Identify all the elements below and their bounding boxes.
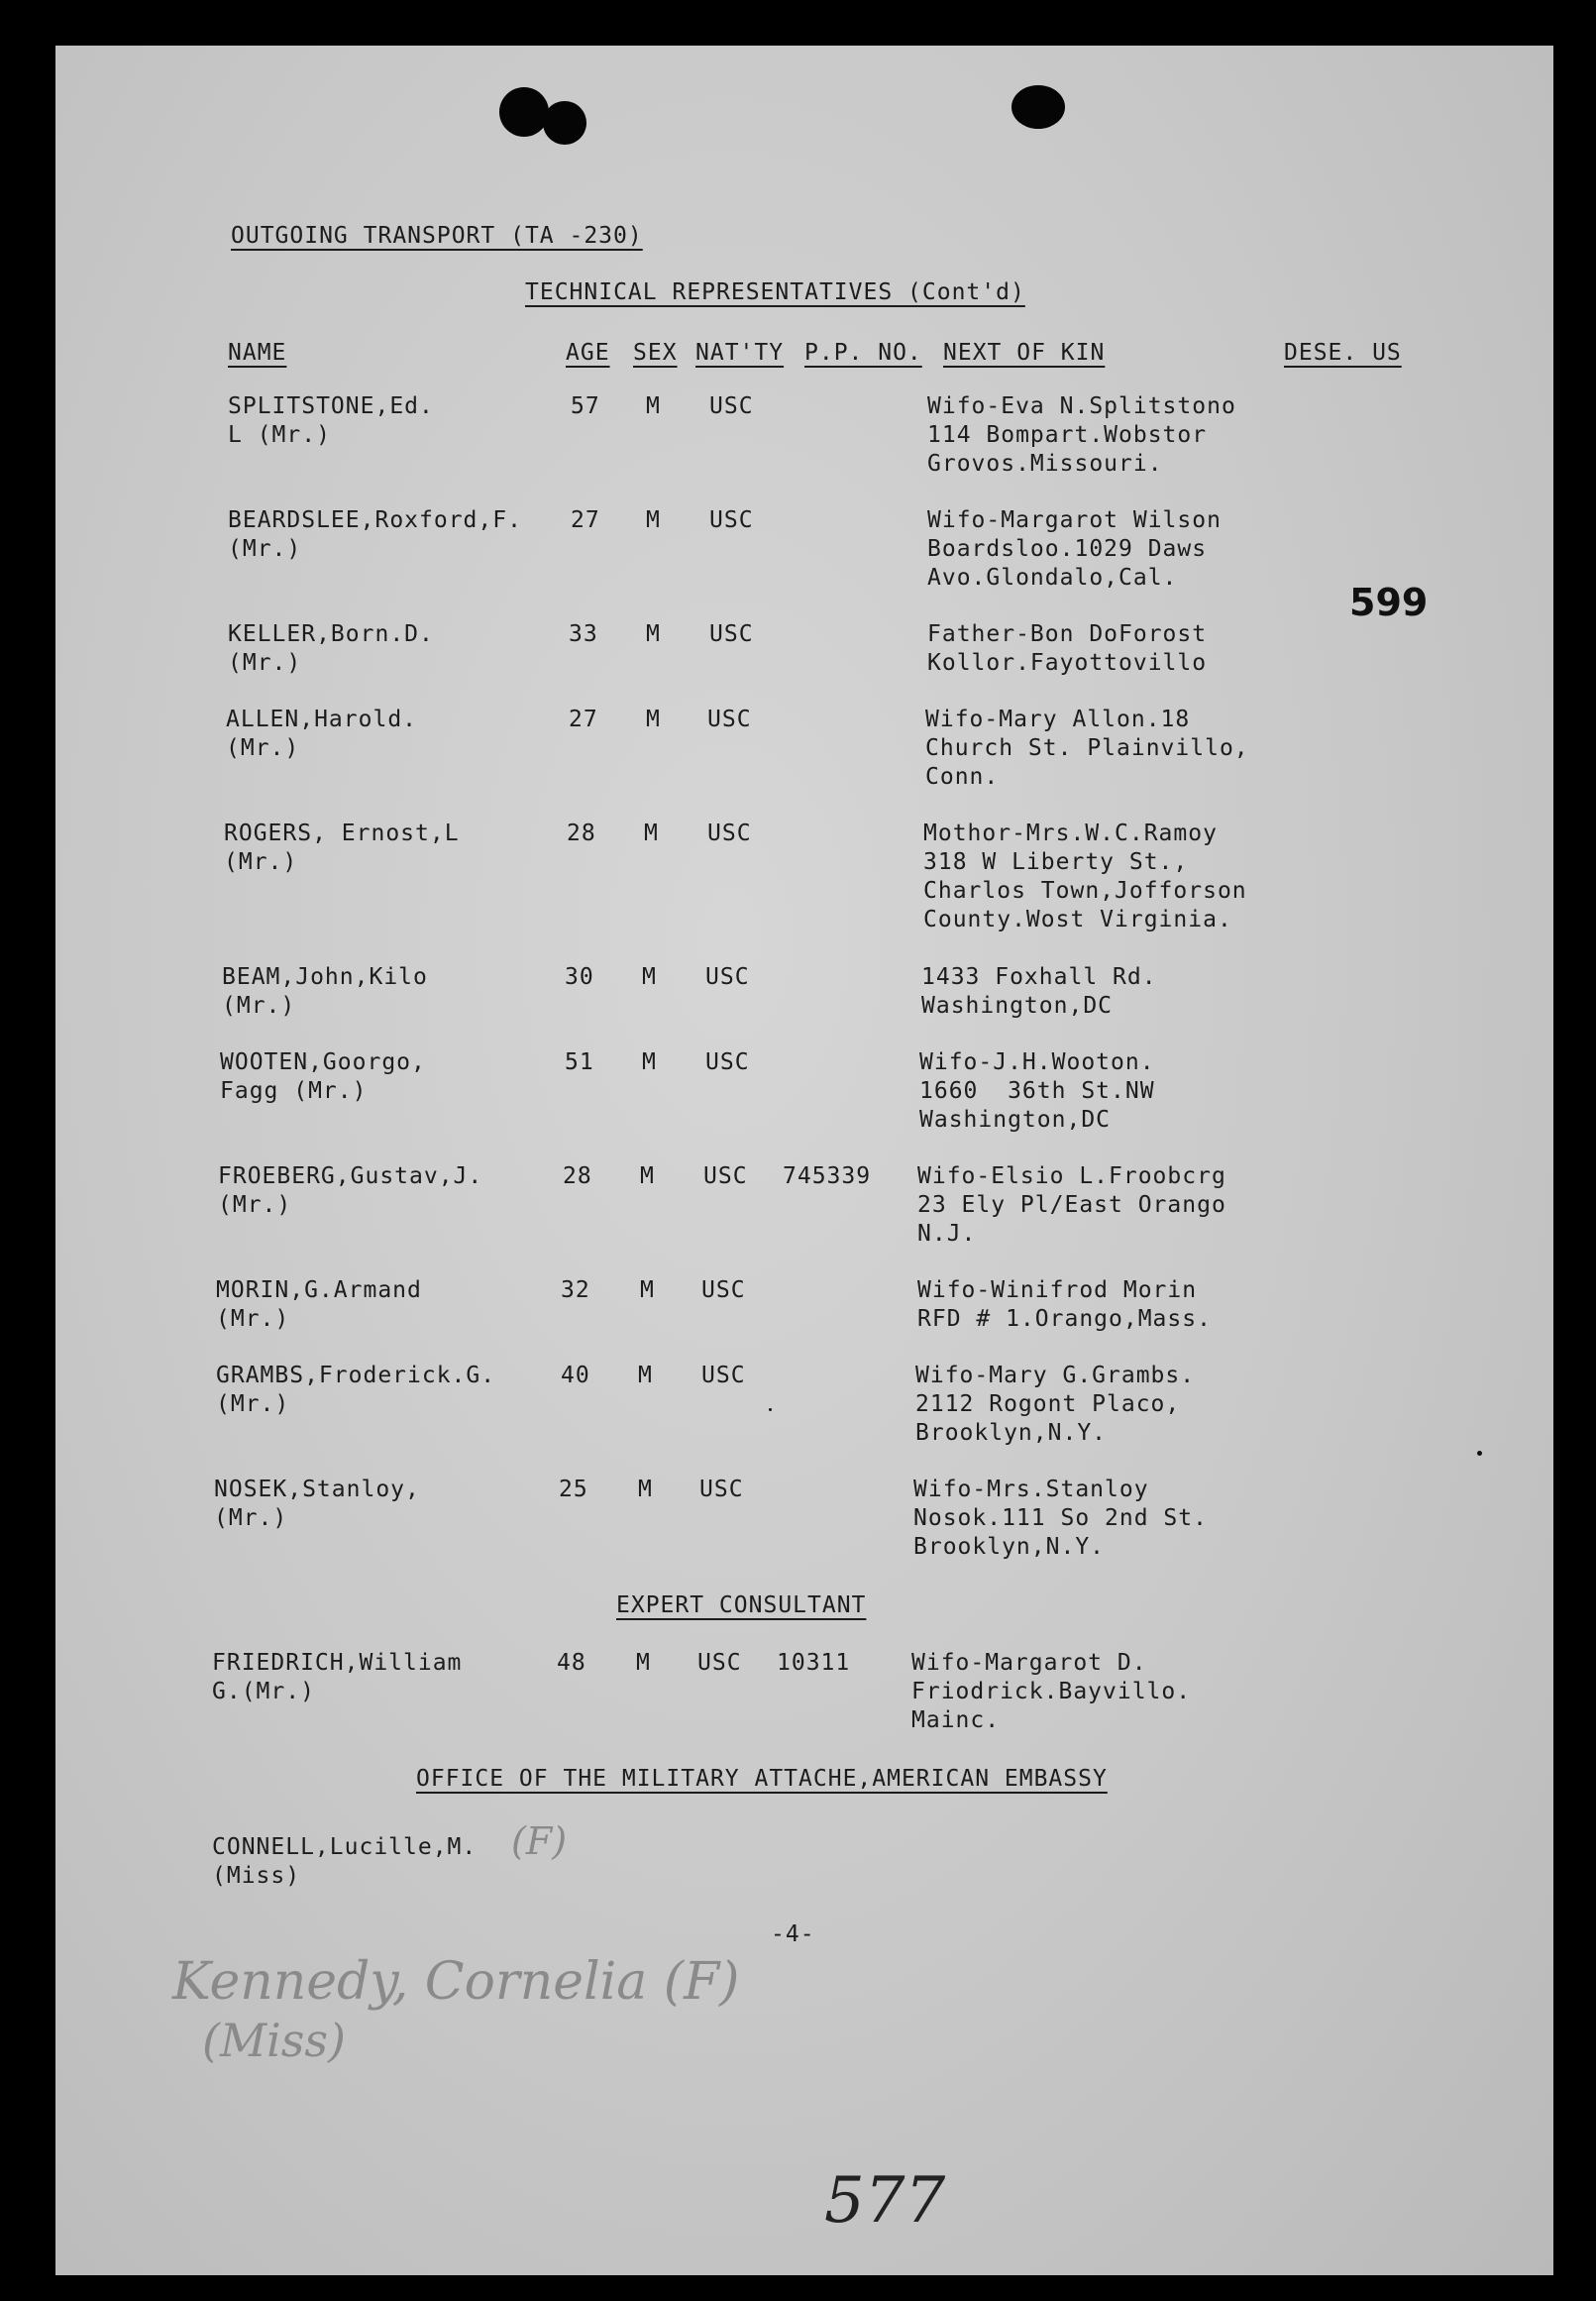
row-name-line: MORIN,G.Armand xyxy=(216,1277,422,1303)
row-kin-line: Washington,DC xyxy=(919,1107,1112,1133)
row-sex: M xyxy=(636,1650,651,1676)
row-name-line: ALLEN,Harold. xyxy=(226,707,418,732)
row-kin-line: Church St. Plainvillo, xyxy=(925,735,1249,761)
row-name-line: ROGERS, Ernost,L xyxy=(224,821,460,846)
row-age: 32 xyxy=(561,1277,590,1303)
row-nationality: USC xyxy=(699,1477,744,1502)
row-kin-line: Mainc. xyxy=(911,1707,1001,1733)
row-nationality: USC xyxy=(709,507,754,533)
row-kin-line: Brooklyn,N.Y. xyxy=(915,1420,1108,1446)
row-sex: M xyxy=(638,1363,653,1388)
row-sex: M xyxy=(646,393,661,419)
row-kin-line: Wifo-Margarot Wilson xyxy=(927,507,1222,533)
row-name-line: (Miss) xyxy=(212,1863,301,1889)
section-title: TECHNICAL REPRESENTATIVES (Cont'd) xyxy=(525,279,1025,305)
row-nationality: USC xyxy=(709,621,754,647)
row-nationality: USC xyxy=(703,1163,748,1189)
row-kin-line: 1660 36th St.NW xyxy=(919,1078,1155,1104)
row-name-line: FROEBERG,Gustav,J. xyxy=(218,1163,483,1189)
row-kin-line: Wifo-Winifrod Morin xyxy=(917,1277,1198,1303)
row-name-line: GRAMBS,Froderick.G. xyxy=(216,1363,496,1388)
page-number: -4- xyxy=(771,1921,815,1947)
row-nationality: USC xyxy=(697,1650,742,1676)
row-kin-line: 2112 Rogont Placo, xyxy=(915,1391,1181,1417)
row-kin-line: Charlos Town,Jofforson xyxy=(923,878,1247,904)
row-name-line: (Mr.) xyxy=(222,993,296,1019)
row-name-line: G.(Mr.) xyxy=(212,1679,315,1704)
paper-speck xyxy=(1477,1451,1482,1456)
row-kin-line: Washington,DC xyxy=(921,993,1114,1019)
row-kin-line: Wifo-Elsio L.Froobcrg xyxy=(917,1163,1226,1189)
row-kin-line: Nosok.111 So 2nd St. xyxy=(913,1505,1208,1531)
row-kin-line: Kollor.Fayottovillo xyxy=(927,650,1208,676)
handwritten-entry: Kennedy, Cornelia (F) xyxy=(172,1952,740,2012)
column-header-age: AGE xyxy=(566,340,610,366)
row-sex: M xyxy=(646,707,661,732)
row-kin-line: County.Wost Virginia. xyxy=(923,907,1232,932)
column-header-sex: SEX xyxy=(633,340,678,366)
row-kin-line: 1433 Foxhall Rd. xyxy=(921,964,1157,990)
row-name-line: Fagg (Mr.) xyxy=(220,1078,368,1104)
row-kin-line: Wifo-Eva N.Splitstono xyxy=(927,393,1236,419)
row-nationality: USC xyxy=(701,1363,746,1388)
row-name-line: (Mr.) xyxy=(218,1192,292,1218)
row-kin-line: 318 W Liberty St., xyxy=(923,849,1189,875)
row-kin-line: Avo.Glondalo,Cal. xyxy=(927,565,1178,591)
handwritten-entry: (Miss) xyxy=(202,2014,346,2067)
row-name-line: CONNELL,Lucille,M. xyxy=(212,1834,478,1860)
row-sex: M xyxy=(642,964,657,990)
row-sex: M xyxy=(646,621,661,647)
page-stamp-number: 599 xyxy=(1349,581,1429,624)
row-age: 57 xyxy=(571,393,600,419)
row-kin-line: Brooklyn,N.Y. xyxy=(913,1534,1106,1560)
row-age: 27 xyxy=(569,707,598,732)
row-name-line: (Mr.) xyxy=(228,536,302,562)
row-age: 28 xyxy=(563,1163,592,1189)
punch-hole xyxy=(499,87,549,137)
row-kin-line: Wifo-Mary G.Grambs. xyxy=(915,1363,1196,1388)
row-age: 51 xyxy=(565,1049,594,1075)
row-name-line: L (Mr.) xyxy=(228,422,331,448)
column-header-destination: DESE. US xyxy=(1284,340,1402,366)
column-header-nationality: NAT'TY xyxy=(695,340,785,366)
row-name-line: (Mr.) xyxy=(228,650,302,676)
row-age: 25 xyxy=(559,1477,588,1502)
row-sex: M xyxy=(644,821,659,846)
row-name-line: (Mr.) xyxy=(216,1391,290,1417)
row-name-line: BEARDSLEE,Roxford,F. xyxy=(228,507,522,533)
column-header-name: NAME xyxy=(228,340,287,366)
row-nationality: USC xyxy=(709,393,754,419)
row-kin-line: N.J. xyxy=(917,1221,977,1247)
row-name-line: (Mr.) xyxy=(224,849,298,875)
row-kin-line: Mothor-Mrs.W.C.Ramoy xyxy=(923,821,1218,846)
row-name-line: (Mr.) xyxy=(226,735,300,761)
row-sex: M xyxy=(642,1049,657,1075)
row-age: 48 xyxy=(557,1650,586,1676)
row-name-line: FRIEDRICH,William xyxy=(212,1650,463,1676)
row-nationality: USC xyxy=(707,707,752,732)
column-header-next-of-kin: NEXT OF KIN xyxy=(943,340,1106,366)
punch-hole xyxy=(543,101,586,145)
row-passport: 745339 xyxy=(783,1163,872,1189)
row-kin-line: 114 Bompart.Wobstor xyxy=(927,422,1208,448)
row-name-line: SPLITSTONE,Ed. xyxy=(228,393,434,419)
row-name-line: KELLER,Born.D. xyxy=(228,621,434,647)
row-passport: 10311 xyxy=(777,1650,851,1676)
row-name-line: NOSEK,Stanloy, xyxy=(214,1477,420,1502)
row-kin-line: Wifo-Mrs.Stanloy xyxy=(913,1477,1149,1502)
row-kin-line: Friodrick.Bayvillo. xyxy=(911,1679,1192,1704)
row-kin-line: Wifo-Mary Allon.18 xyxy=(925,707,1191,732)
column-header-passport: P.P. NO. xyxy=(804,340,922,366)
row-nationality: USC xyxy=(705,964,750,990)
row-sex: M xyxy=(640,1163,655,1189)
row-name-line: (Mr.) xyxy=(214,1505,288,1531)
row-kin-line: 23 Ely Pl/East Orango xyxy=(917,1192,1226,1218)
row-age: 30 xyxy=(565,964,594,990)
row-name-line: WOOTEN,Goorgo, xyxy=(220,1049,426,1075)
row-name-line: BEAM,John,Kilo xyxy=(222,964,428,990)
handwritten-page-number: 577 xyxy=(824,2164,946,2238)
row-kin-line: Father-Bon DoForost xyxy=(927,621,1208,647)
handwritten-note: (F) xyxy=(511,1819,568,1863)
row-kin-line: Conn. xyxy=(925,764,1000,790)
row-sex: M xyxy=(646,507,661,533)
row-kin-line: Boardsloo.1029 Daws xyxy=(927,536,1208,562)
punch-hole xyxy=(1011,85,1065,129)
row-kin-line: Wifo-Margarot D. xyxy=(911,1650,1147,1676)
row-age: 33 xyxy=(569,621,598,647)
section-military-attache: OFFICE OF THE MILITARY ATTACHE,AMERICAN EMBASSY xyxy=(416,1766,1108,1792)
row-kin-line: Grovos.Missouri. xyxy=(927,451,1163,477)
row-age: 27 xyxy=(571,507,600,533)
paper-speck xyxy=(769,1408,772,1411)
row-nationality: USC xyxy=(705,1049,750,1075)
row-age: 40 xyxy=(561,1363,590,1388)
row-age: 28 xyxy=(567,821,596,846)
row-sex: M xyxy=(638,1477,653,1502)
row-nationality: USC xyxy=(707,821,752,846)
document-page xyxy=(55,46,1553,2275)
document-heading: OUTGOING TRANSPORT (TA -230) xyxy=(231,223,643,249)
row-nationality: USC xyxy=(701,1277,746,1303)
row-name-line: (Mr.) xyxy=(216,1306,290,1332)
row-sex: M xyxy=(640,1277,655,1303)
row-kin-line: RFD # 1.Orango,Mass. xyxy=(917,1306,1212,1332)
section-expert-consultant: EXPERT CONSULTANT xyxy=(616,1592,867,1618)
row-kin-line: Wifo-J.H.Wooton. xyxy=(919,1049,1155,1075)
